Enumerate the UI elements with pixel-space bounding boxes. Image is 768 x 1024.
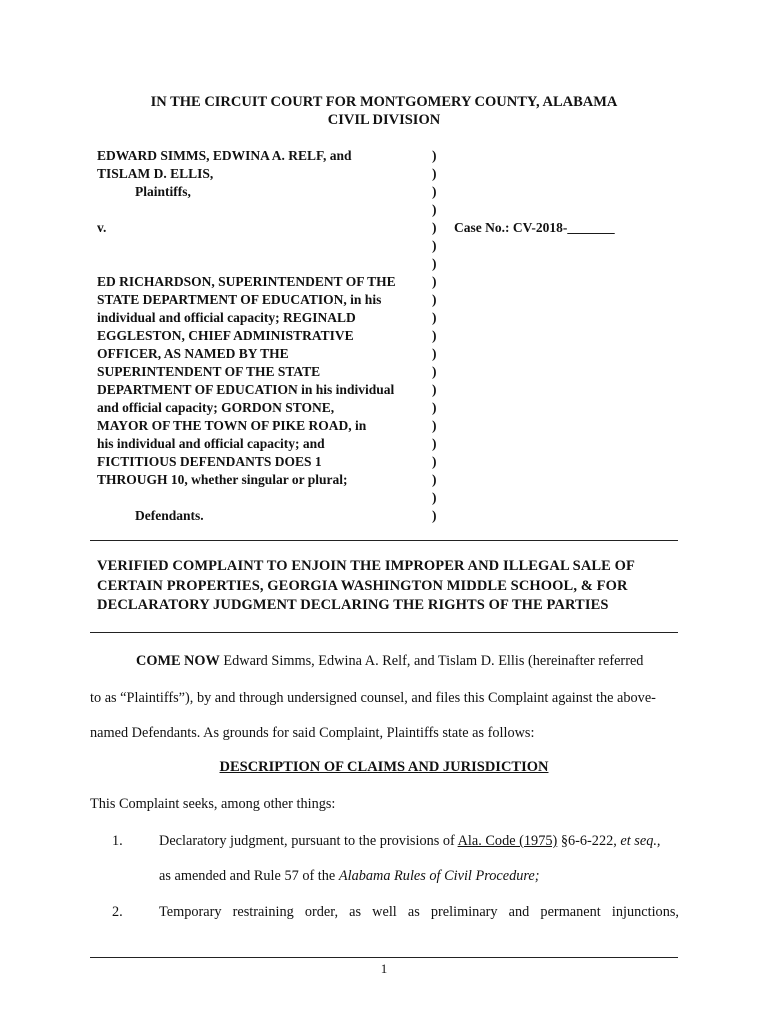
caption-paren: ): [432, 490, 437, 505]
defendant-line: ED RICHARDSON, SUPERINTENDENT OF THE: [97, 274, 396, 289]
defendant-line: DEPARTMENT OF EDUCATION in his individual: [97, 382, 395, 397]
divider: [90, 540, 678, 541]
caption-paren: ): [432, 472, 437, 487]
et-seq: et seq.,: [620, 833, 661, 849]
defendant-line: SUPERINTENDENT OF THE STATE: [97, 364, 321, 379]
defendant-line: EGGLESTON, CHIEF ADMINISTRATIVE: [97, 328, 354, 343]
caption-parties: [97, 147, 427, 525]
caption-paren: ): [432, 202, 437, 217]
defendant-line: his individual and official capacity; and: [97, 436, 325, 451]
versus: v.: [97, 220, 107, 235]
court-name: IN THE CIRCUIT COURT FOR MONTGOMERY COUNTY, ALABAMA: [150, 94, 618, 110]
list-item: Temporary restraining order, as well as preliminary and permanent injunctions,: [159, 904, 679, 920]
list-item-continuation: [159, 867, 684, 886]
code-citation: Ala. Code (1975): [457, 833, 558, 849]
divider: [90, 632, 678, 633]
plaintiffs-label: Plaintiffs,: [135, 184, 191, 199]
caption-paren: ): [432, 292, 437, 307]
caption-paren: ): [432, 346, 437, 361]
defendant-line: STATE DEPARTMENT OF EDUCATION, in his: [97, 292, 382, 307]
caption-paren: ): [432, 274, 437, 289]
plaintiffs-line: TISLAM D. ELLIS,: [97, 166, 214, 181]
defendant-line: THROUGH 10, whether singular or plural;: [97, 472, 348, 487]
page-number: 1: [380, 961, 388, 976]
rules-title: Alabama Rules of Civil Procedure;: [338, 868, 540, 884]
complaint-title-line: DECLARATORY JUDGMENT DECLARING THE RIGHTS OF THE PARTIES: [97, 597, 609, 613]
case-number: Case No.: CV-2018-_______: [454, 220, 615, 235]
complaint-title-line: CERTAIN PROPERTIES, GEORGIA WASHINGTON MIDDLE SCHOOL, & FOR: [97, 577, 628, 594]
caption-paren: ): [432, 400, 437, 415]
intro-line: to as “Plaintiffs”), by and through undersigned counsel, and files this Complaint against the above-: [90, 690, 656, 706]
caption-paren: ): [432, 454, 437, 469]
list-item: [159, 832, 684, 851]
caption-paren: ): [432, 328, 437, 343]
item-text: as amended and Rule 57 of the: [159, 868, 339, 884]
intro-line: named Defendants. As grounds for said Complaint, Plaintiffs state as follows:: [90, 725, 535, 741]
section-heading: DESCRIPTION OF CLAIMS AND JURISDICTION: [219, 759, 549, 775]
intro-text: Edward Simms, Edwina A. Relf, and Tislam D. Ellis (hereinafter referred: [219, 653, 644, 669]
caption-paren: ): [432, 256, 437, 271]
caption-paren: ): [432, 310, 437, 325]
item-text: Declaratory judgment, pursuant to the provisions of: [159, 833, 458, 849]
caption-paren: ): [432, 184, 437, 199]
defendant-line: MAYOR OF THE TOWN OF PIKE ROAD, in: [97, 418, 367, 433]
caption-paren: ): [432, 238, 437, 253]
caption-paren-column: [432, 147, 442, 525]
caption-paren: ): [432, 382, 437, 397]
caption-paren: ): [432, 364, 437, 379]
complaint-title-line: VERIFIED COMPLAINT TO ENJOIN THE IMPROPER AND ILLEGAL SALE OF: [97, 558, 635, 574]
defendant-line: OFFICER, AS NAMED BY THE: [97, 346, 289, 361]
caption-paren: ): [432, 508, 437, 523]
caption-paren: ): [432, 166, 437, 181]
caption-paren: ): [432, 418, 437, 433]
item-number: 1.: [112, 833, 123, 849]
court-division: CIVIL DIVISION: [327, 112, 441, 128]
defendant-line: individual and official capacity; REGINALD: [97, 310, 356, 325]
defendant-line: and official capacity; GORDON STONE,: [97, 400, 335, 415]
caption-paren: ): [432, 220, 437, 235]
plaintiffs-line: EDWARD SIMMS, EDWINA A. RELF, and: [97, 148, 352, 163]
defendant-line: FICTITIOUS DEFENDANTS DOES 1: [97, 454, 322, 469]
item-number: 2.: [112, 904, 123, 920]
caption-paren: ): [432, 148, 437, 163]
footer-divider: [90, 957, 678, 958]
caption-paren: ): [432, 436, 437, 451]
intro-line: [136, 652, 681, 671]
come-now: COME NOW: [136, 653, 220, 669]
item-text: §6-6-222,: [557, 833, 621, 849]
seeks-line: This Complaint seeks, among other things:: [90, 796, 336, 812]
defendants-label: Defendants.: [135, 508, 204, 523]
complaint-title: [97, 557, 682, 616]
